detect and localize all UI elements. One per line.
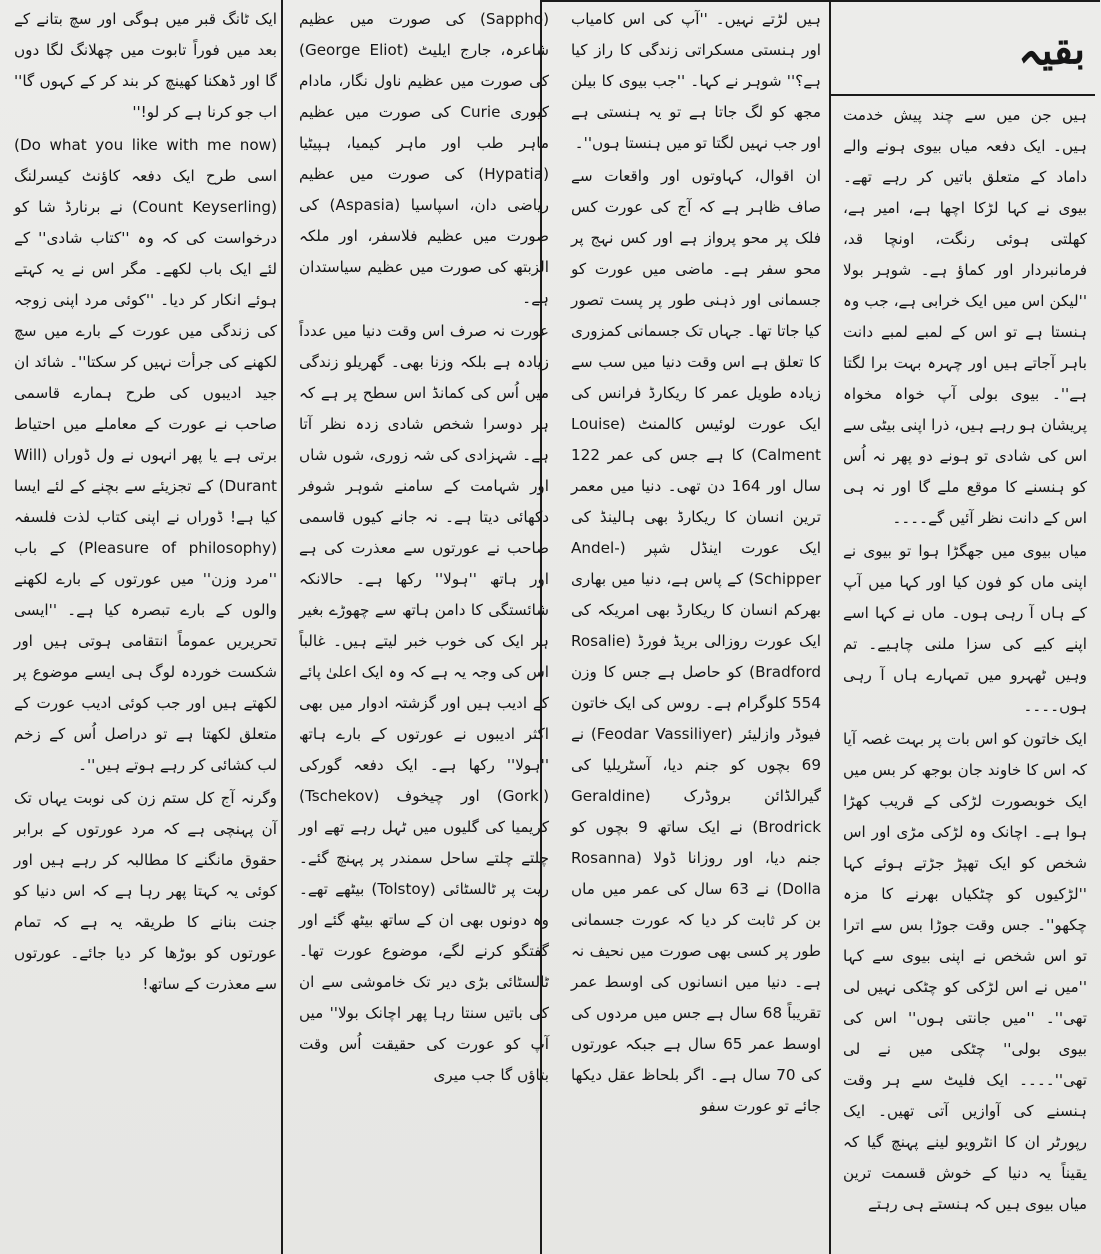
column-3 — [289, 4, 559, 1250]
paragraph: (Do what you like with me now) اسی طرح ایک دفعہ کاؤنٹ کیسرلنگ (Count Keyserling) نے برنارڈ شا کو درخواست کی کہ وہ ''کتاب شادی'' کے لئے ایک باب لکھے۔ مگر اس نے یہ کہتے ہوئے انکار کر دیا۔ ''کوئی مرد اپنی زوجہ کی زندگی میں عورت کے بارے میں سچ لکھنے کی جرأت نہیں کر سکتا''۔ شائد ان جید ادیبوں کی طرح ہمارے قاسمی صاحب نے عورت کے معاملے میں احتیاط برتی ہے یا پھر انہوں نے ول ڈوراں (Will Durant) کے تجزیئے سے بچنے کے لئے ایسا کیا ہے! ڈوراں نے اپنی کتاب لذت فلسفہ (Pleasure of philosophy) کے باب ''مرد وزن'' میں عورتوں کے بارے لکھنے والوں کے بارے تبصرہ کیا ہے۔ ''ایسی تحریریں عموماً انتقامی ہوتی ہیں اور شکست خوردہ لوگ ہی ایسے موضوع پر لکھتے ہیں اور جب کوئی ادیب عورت کے متعلق لکھتا ہے تو دراصل اُس کے زخم لب کشائی کر رہے ہوتے ہیں''۔ — [14, 136, 277, 774]
paragraph: عورت نہ صرف اس وقت دنیا میں عدداً زیادہ ہے بلکہ وزنا بھی۔ گھریلو زندگی میں اُس کی کمانڈ اس سطح پر ہے کہ ہر دوسرا شخص شادی زدہ نظر آتا ہے۔ شہزادی کی شہ زوری، شوں شاں اور شہامت کے سامنے شوہر شوفر دکھائی دیتا ہے۔ نہ جانے کیوں قاسمی صاحب نے عورتوں سے معذرت کی ہے اور ہاتھ ''ہولا'' رکھا ہے۔ حالانکہ شائستگی کا دامن ہاتھ سے چھوڑے بغیر ہر ایک کی خوب خبر لیتے ہیں۔ غالباً اس کی وجہ یہ ہے کہ وہ ایک اعلیٰ پائے کے ادیب ہیں اور گزشتہ ادوار میں بھی اکثر ادیبوں نے عورتوں کے بارے ہاتھ ''ہولا'' رکھا ہے۔ ایک دفعہ گورکی (Gorki) اور چیخوف (Tschekov) کریمیا کی گلیوں میں ٹہل رہے تھے اور چلتے چلتے ساحل سمندر پر پہنچ گئے۔ ریت پر ٹالسٹائی (Tolstoy) بیٹھے تھے۔ وہ دونوں بھی ان کے ساتھ بیٹھ گئے اور گفتگو کرنے لگے، موضوع عورت تھا۔ ٹالسٹائی بڑی دیر تک خاموشی سے ان کی باتیں سنتا رہا پھر اچانک بولا'' میں آپ کو عورت کی حقیقت اُس وقت بتاؤں گا جب میری — [299, 322, 549, 1084]
paragraph: ایک خاتون کو اس بات پر بہت غصہ آیا کہ اس کا خاوند جان بوجھ کر بس میں ایک خوبصورت لڑکی کے قریب کھڑا ہوا ہے۔ اچانک وہ لڑکی مڑی اور اس شخص کو ایک تھپڑ جڑتے ہوئے کہا ''لڑکیوں کو چٹکیاں بھرنے کا مزہ چکھو''۔ جس وقت جوڑا بس سے اترا تو اس شخص نے اپنی بیوی سے کہا ''میں نے اس لڑکی کو چٹکی نہیں لی تھی''۔ ''میں جانتی ہوں'' اس کی بیوی بولی'' چٹکی میں نے لی تھی''۔۔۔۔ ایک فلیٹ سے ہر وقت ہنسنے کی آوازیں آتی تھیں۔ ایک رپورٹر ان کا انٹرویو لینے پہنچ گیا کہ یقیناً یہ دنیا کے خوش قسمت ترین میاں بیوی ہیں کہ ہنستے ہی رہتے — [843, 730, 1087, 1213]
column-1 — [833, 100, 1097, 1250]
column-2 — [561, 4, 831, 1250]
paragraph: (Sappho) کی صورت میں عظیم شاعرہ، جارج ایلیٹ (George Eliot) کی صورت میں عظیم ناول نگار، مادام کیوری Curie کی صورت میں عظیم ماہر طب اور ماہر کیمیا، ہپیٹیا (Hypatia) کی صورت میں عظیم ریاضی دان، اسپاسیا (Aspasia) کی صورت میں عظیم فلاسفر، اور ملکہ الزبتھ کی صورت میں عظیم سیاستدان ہے۔ — [299, 10, 549, 307]
column-4 — [4, 4, 287, 1250]
paragraph: ہیں لڑتے نہیں۔ ''آپ کی اس کامیاب اور ہنستی مسکراتی زندگی کا راز کیا ہے؟'' شوہر نے کہا۔ ''جب بیوی کا بیلن مجھ کو لگ جاتا ہے تو یہ ہنستی ہے اور جب نہیں لگتا تو میں ہنستا ہوں''۔ — [571, 10, 821, 152]
paragraph: میاں بیوی میں جھگڑا ہوا تو بیوی نے اپنی ماں کو فون کیا اور کہا میں آپ کے ہاں آ رہی ہوں۔ ماں نے کہا اسے اپنے کیے کی سزا ملنی چاہیے۔ تم وہیں ٹھہرو میں تمہارے ہاں آ رہی ہوں۔۔۔۔ — [843, 542, 1087, 715]
heading-box — [831, 6, 1095, 96]
top-rule — [540, 0, 1100, 2]
paragraph: ان اقوال، کہاوتوں اور واقعات سے صاف ظاہر ہے کہ آج کی عورت کس فلک پر محو پرواز ہے اور کس نہج پر محو سفر ہے۔ ماضی میں عورت کو جسمانی اور ذہنی طور پر پست تصور کیا جاتا تھا۔ جہاں تک جسمانی کمزوری کا تعلق ہے اس وقت دنیا میں سب سے زیادہ طویل عمر کا ریکارڈ فرانس کی ایک عورت لوئیس کالمنٹ (Louise Calment) کا ہے جس کی عمر 122 سال اور 164 دن تھی۔ دنیا میں معمر ترین انسان کا ریکارڈ بھی ہالینڈ کی ایک عورت اینڈل شپر (Andel-Schipper) کے پاس ہے، دنیا میں بھاری بھرکم انسان کا ریکارڈ بھی امریکہ کی ایک عورت روزالی بریڈ فورڈ (Rosalie Bradford) کو حاصل ہے جس کا وزن 554 کلوگرام ہے۔ روس کی ایک خاتون فیوڈر وازلیئر (Feodar Vassiliyer) نے 69 بچوں کو جنم دیا، آسٹریلیا کی گیرالڈائن بروڈرک (Geraldine Brodrick) نے ایک ساتھ 9 بچوں کو جنم دیا، اور روزانا ڈولا (Rosanna Dolla) نے 63 سال کی عمر میں ماں بن کر ثابت کر دیا کہ عورت جسمانی طور پر کسی بھی صورت میں نحیف نہ ہے۔ دنیا میں انسانوں کی اوسط عمر تقریباً 68 سال ہے جس میں مردوں کی اوسط عمر 65 سال ہے جبکہ عورتوں کی 70 سال ہے۔ اگر بلحاظ عقل دیکھا جائے تو عورت سفو — [571, 167, 822, 1115]
paragraph: ہیں جن میں سے چند پیش خدمت ہیں۔ ایک دفعہ میاں بیوی ہونے والے داماد کے متعلق باتیں کر رہے تھے۔ بیوی نے کہا لڑکا اچھا ہے، امیر ہے، کھلتی ہوئی رنگت، اونچا قد، فرمانبردار اور کماؤ ہے۔ شوہر بولا ''لیکن اس میں ایک خرابی ہے، جب وہ ہنستا ہے تو اس کے لمبے لمبے دانت باہر آجاتے ہیں اور چہرہ بہت برا لگتا ہے''۔ بیوی بولی آپ خواہ مخواہ پریشان ہو رہے ہیں، ذرا اپنی بیٹی سے اس کی شادی تو ہونے دو پھر نہ اُس کو ہنسنے کا موقع ملے گا اور نہ ہی اس کے دانت نظر آئیں گے۔۔۔۔ — [843, 106, 1087, 527]
page-heading: بقیہ — [1017, 25, 1086, 75]
paragraph: ایک ٹانگ قبر میں ہوگی اور سچ بتانے کے بعد میں فوراً تابوت میں چھلانگ لگا دوں گا اور ڈھکنا کھینچ کر بند کر کے کہوں گا'' اب جو کرنا ہے کر لو!'' — [14, 10, 277, 121]
paragraph: وگرنہ آج کل ستم زن کی نوبت یہاں تک آن پہنچی ہے کہ مرد عورتوں کے برابر حقوق مانگنے کا مطالبہ کر رہے ہیں اور کوئی یہ کہتا پھر رہا ہے کہ اس دنیا کو جنت بنانے کا طریقہ یہ ہے کہ تمام عورتوں کو بوڑھا کر دیا جائے۔ عورتوں سے معذرت کے ساتھ! — [14, 789, 277, 993]
